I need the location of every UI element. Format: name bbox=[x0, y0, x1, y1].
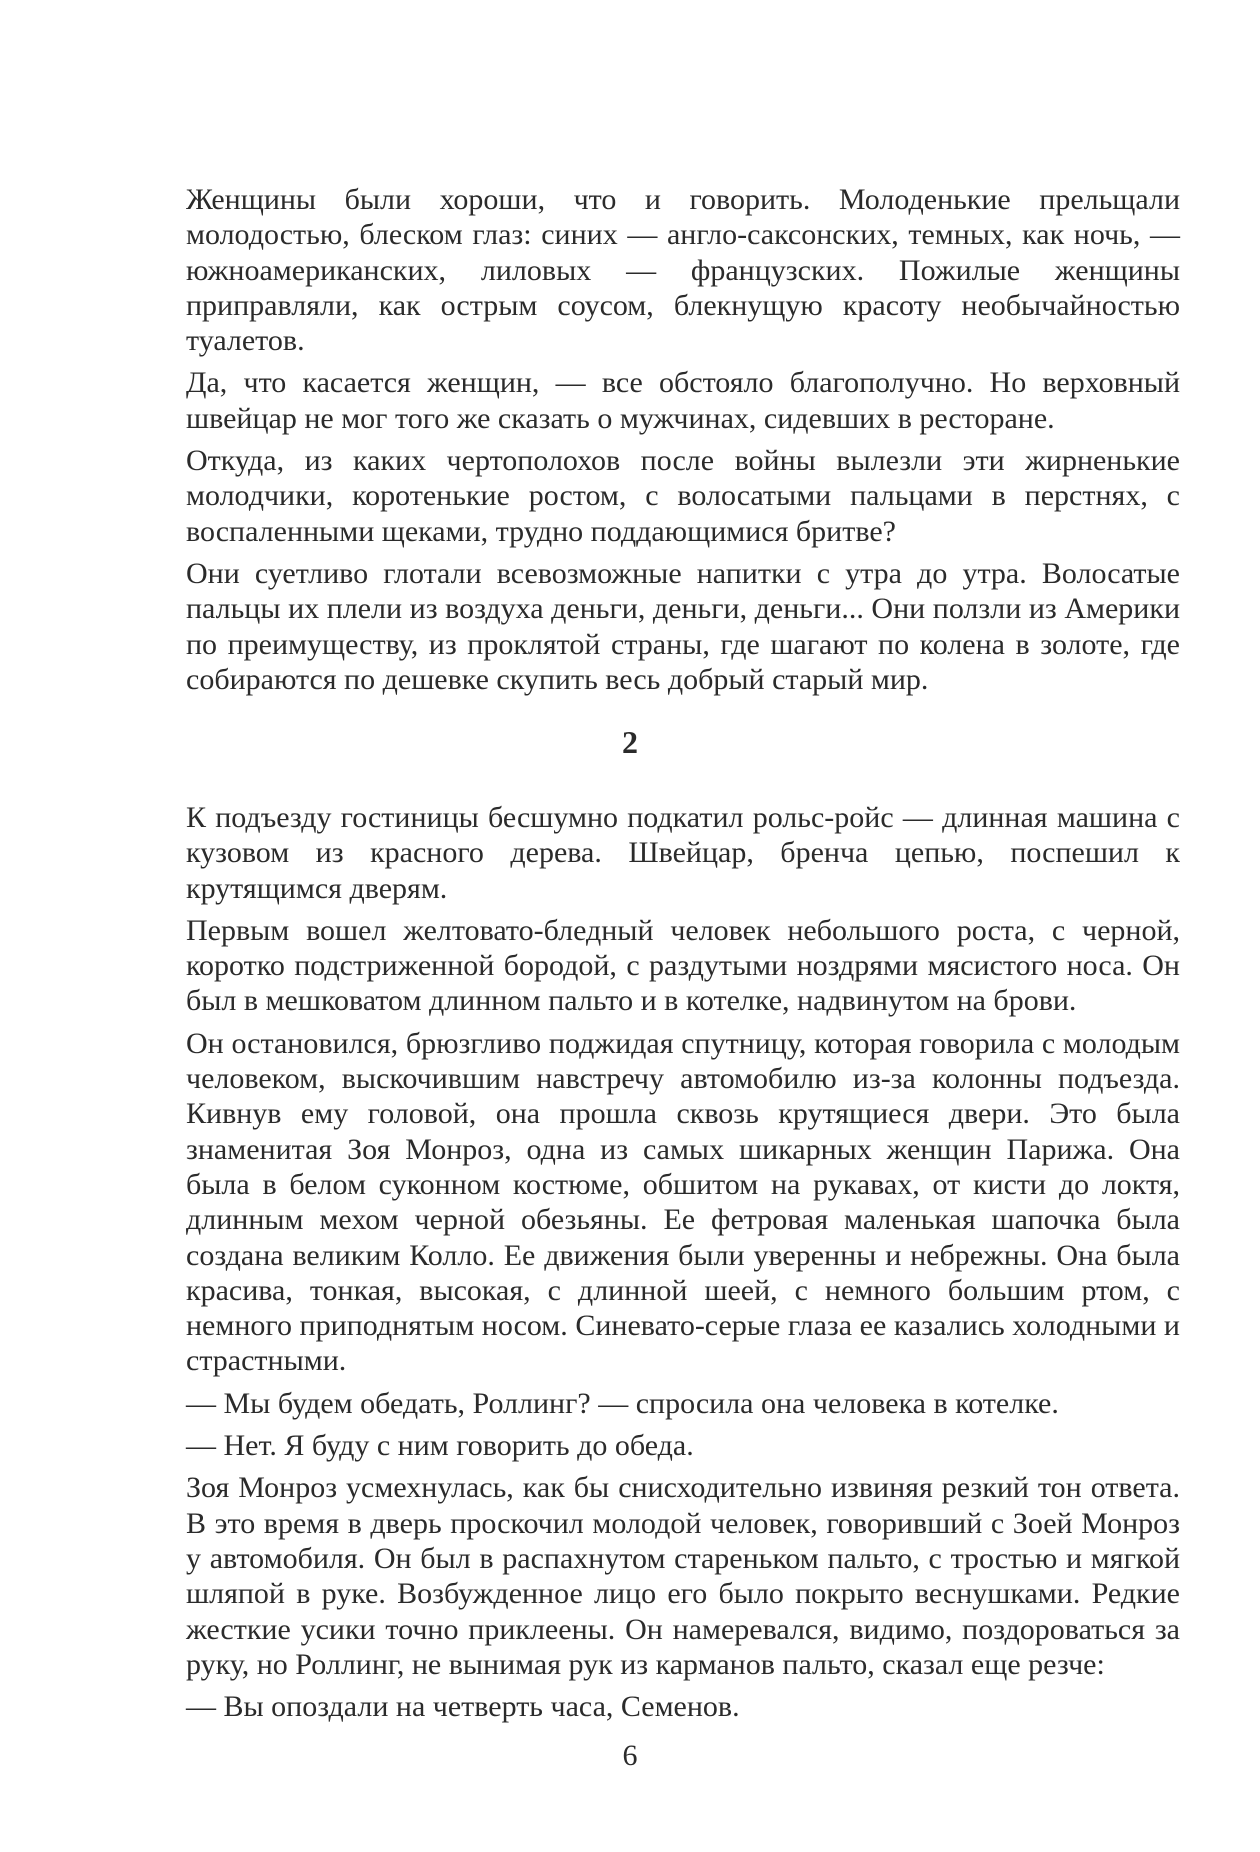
dialog-line: — Вы опоздали на четверть часа, Семенов. bbox=[186, 1690, 740, 1724]
text-block-chapter bbox=[186, 800, 1180, 1731]
paragraph: Они суетливо глотали всевозможные напитки с утра до утра. Волосатые пальцы их плели из воздуха деньги, деньги, деньги... Они ползли из Америки по преимуществу, из проклятой страны, где шагают по колена в золоте, где собираются по дешевке скупить весь добрый старый мир. bbox=[186, 556, 1180, 696]
paragraph: Зоя Монроз усмехнулась, как бы снисходительно извиняя резкий тон ответа. В это время в дверь проскочил молодой человек, говоривший с Зоей Монроз у автомобиля. Он был в распахнутом стареньком пальто, с тростью и мягкой шляпой в руке. Возбужденное лицо его было покрыто веснушками. Редкие жесткие усики точно приклеены. Он намеревался, видимо, поздороваться за руку, но Роллинг, не вынимая рук из карманов пальто, сказал еще резче: bbox=[186, 1471, 1180, 1681]
paragraph: К подъезду гостиницы бесшумно подкатил рольс-ройс — длинная машина с кузовом из красного дерева. Швейцар, бренча цепью, поспешил к крутящимся дверям. bbox=[186, 801, 1180, 905]
paragraph: Женщины были хороши, что и говорить. Молоденькие прельщали молодостью, блеском глаз: синих — англо-саксонских, темных, как ночь, — южноамериканских, лиловых — французских. Пожилые женщины приправляли, как острым соусом, блекнущую красоту необычайностью туалетов. bbox=[186, 183, 1180, 358]
page-number: 6 bbox=[622, 1739, 638, 1772]
dialog-line: — Мы будем обедать, Роллинг? — спросила она человека в котелке. bbox=[186, 1386, 1059, 1420]
paragraph: Откуда, из каких чертополохов после войны вылезли эти жирненькие молодчики, коротенькие ростом, с волосатыми пальцами в перстнях, с воспаленными щеками, трудно поддающимися бритве? bbox=[186, 444, 1180, 548]
paragraph: Да, что касается женщин, — все обстояло благополучно. Но верховный швейцар не мог того же сказать о мужчинах, сидевших в ресторане. bbox=[186, 366, 1180, 435]
chapter-number: 2 bbox=[622, 724, 638, 760]
paragraph: Первым вошел желтовато-бледный человек небольшого роста, с черной, коротко подстриженной бородой, с раздутыми ноздрями мясистого носа. Он был в мешковатом длинном пальто и в котелке, надвинутом на брови. bbox=[186, 913, 1180, 1018]
text-block-top bbox=[186, 182, 1180, 704]
paragraph: Он остановился, брюзгливо поджидая спутницу, которая говорила с молодым человеком, выскочившим навстречу автомобилю из-за колонны подъезда. Кивнув ему головой, она прошла сквозь крутящиеся двери. Это была знаменитая Зоя Монроз, одна из самых шикарных женщин Парижа. Она была в белом суконном костюме, обшитом на рукавах, от кисти до локтя, длинным мехом черной обезьяны. Ее фетровая маленькая шапочка была создана великим Колло. Ее движения были уверенны и небрежны. Она была красива, тонкая, высокая, с длинной шеей, с немного большим ртом, с немного приподнятым носом. Синевато-серые глаза ее казались холодными и страстными. bbox=[186, 1026, 1180, 1378]
dialog-line: — Нет. Я буду с ним говорить до обеда. bbox=[186, 1429, 694, 1463]
